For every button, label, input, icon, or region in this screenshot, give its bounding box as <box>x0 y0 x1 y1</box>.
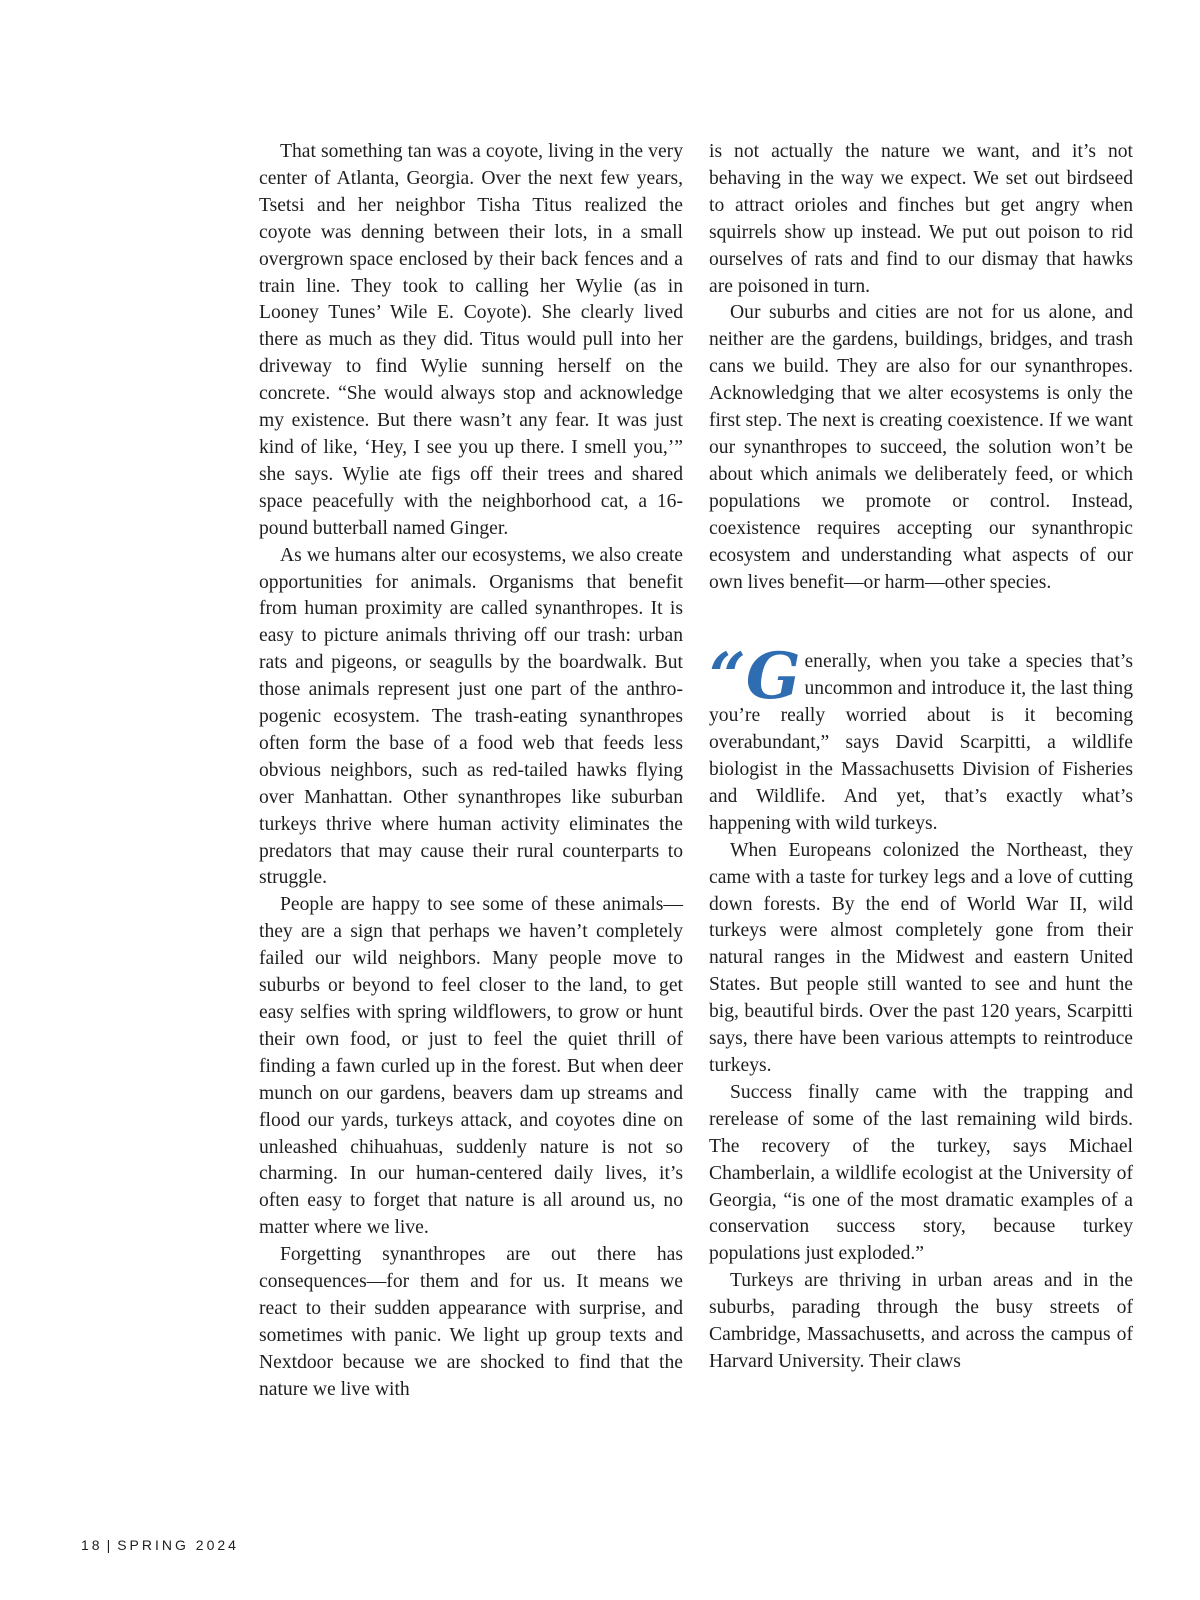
drop-cap: “G <box>709 639 801 715</box>
footer-separator: | <box>106 1537 114 1553</box>
right-column <box>709 139 1133 1376</box>
paragraph: Our suburbs and cities are not for us alone, and neither are the gardens, buildings, bridges, and trash cans we build. They are also for our synanthropes. Acknowledging that we alter ecosystems is only the first step. The next is creating coexistence. If we want our synanthropes to succeed, the solution won’t be about which animals we deliberately feed, or which populations we promote or control. Instead, coexistence requires accepting our synanthropic ecosystem and understanding what aspects of our own lives benefit—or harm—other species. <box>709 302 1133 593</box>
issue-label: SPRING 2024 <box>117 1537 239 1553</box>
left-column <box>259 139 683 1404</box>
paragraph: Turkeys are thriving in urban areas and in the suburbs, parading through the busy streets of Cambridge, Massachusetts, and across the campus of Harvard University. Their claws <box>709 1270 1133 1372</box>
paragraph: When Europeans colonized the Northeast, they came with a taste for turkey legs and a love of cutting down forests. By the end of World War II, wild turkeys were almost completely gone from their natural ranges in the Midwest and eastern United States. But people still wanted to see and hunt the big, beautiful birds. Over the past 120 years, Scarpitti says, there have been various attempts to reintroduce turkeys. <box>709 839 1133 1076</box>
paragraph: People are happy to see some of these animals—they are a sign that perhaps we haven’t completely failed our wild neighbors. Many people move to suburbs or beyond to feel closer to the land, to get easy selfies with spring wildflowers, to grow or hunt their own food, or just to feel the quiet thrill of finding a fawn curled up in the forest. But when deer munch on our gardens, beavers dam up streams and flood our yards, turkeys attack, and coyotes dine on unleashed chihuahuas, suddenly nature is not so charming. In our human-centered daily lives, it’s often easy to forget that nature is all around us, no matter where we live. <box>259 894 683 1239</box>
paragraph: As we humans alter our ecosystems, we also create opportunities for animals. Organisms that benefit from human proximity are called synanthropes. It is easy to picture animals thriving off our trash: urban rats and pigeons, or seagulls by the boardwalk. But those animals represent just one part of the anthropogenic ecosystem. The trash-eating synanthropes often form the base of a food web that feeds less obvious neighbors, such as red-tailed hawks flying over Manhattan. Other synanthropes like suburban turkeys thrive where human activity eliminates the predators that may cause their rural counterparts to struggle. <box>259 544 683 889</box>
paragraph: Forgetting synanthropes are out there has consequences—for them and for us. It means we react to their sudden appearance with surprise, and sometimes with panic. We light up group texts and Nextdoor because we are shocked to find that the nature we live with <box>259 1244 683 1400</box>
opening-text: enerally, when you take a species that’s uncommon and introduce it, the last thing you’re really worried about is it becoming overabundant,” says David Scarpitti, a wildlife biologist in the Massachusetts Division of Fisheries and Wildlife. And yet, that’s exactly what’s happening with wild turkeys. <box>709 651 1133 834</box>
page-number: 18 <box>81 1537 103 1553</box>
paragraph: That something tan was a coyote, living in the very center of Atlanta, Georgia. Over the next few years, Tsetsi and her neighbor Tisha Titus realized the coyote was denning between their lots, in a small overgrown space enclosed by their back fences and a train line. They took to calling her Wylie (as in Looney Tunes’ Wile E. Coyote). She clearly lived there as much as they did. Titus would pull into her driveway to find Wylie sunning herself on the concrete. “She would always stop and acknowledge my existence. But there wasn’t any fear. It was just kind of like, ‘Hey, I see you up there. I smell you,’” she says. Wylie ate figs off their trees and shared space peacefully with the neighborhood cat, a 16-pound butterball named Ginger. <box>259 141 683 539</box>
page-footer <box>81 1537 239 1553</box>
section-opening-paragraph <box>709 639 1133 837</box>
paragraph: Success finally came with the trapping and rerelease of some of the last remaining wild birds. The recovery of the turkey, says Michael Chamberlain, a wildlife ecologist at the University of Georgia, “is one of the most dramatic examples of a conservation success story, because turkey populations just exploded.” <box>709 1081 1133 1265</box>
paragraph-continuation: is not actually the nature we want, and it’s not behaving in the way we expect. We set out birdseed to attract orioles and finches but get angry when squirrels show up instead. We put out poison to rid ourselves of rats and find to our dismay that hawks are poisoned in turn. <box>709 141 1133 297</box>
